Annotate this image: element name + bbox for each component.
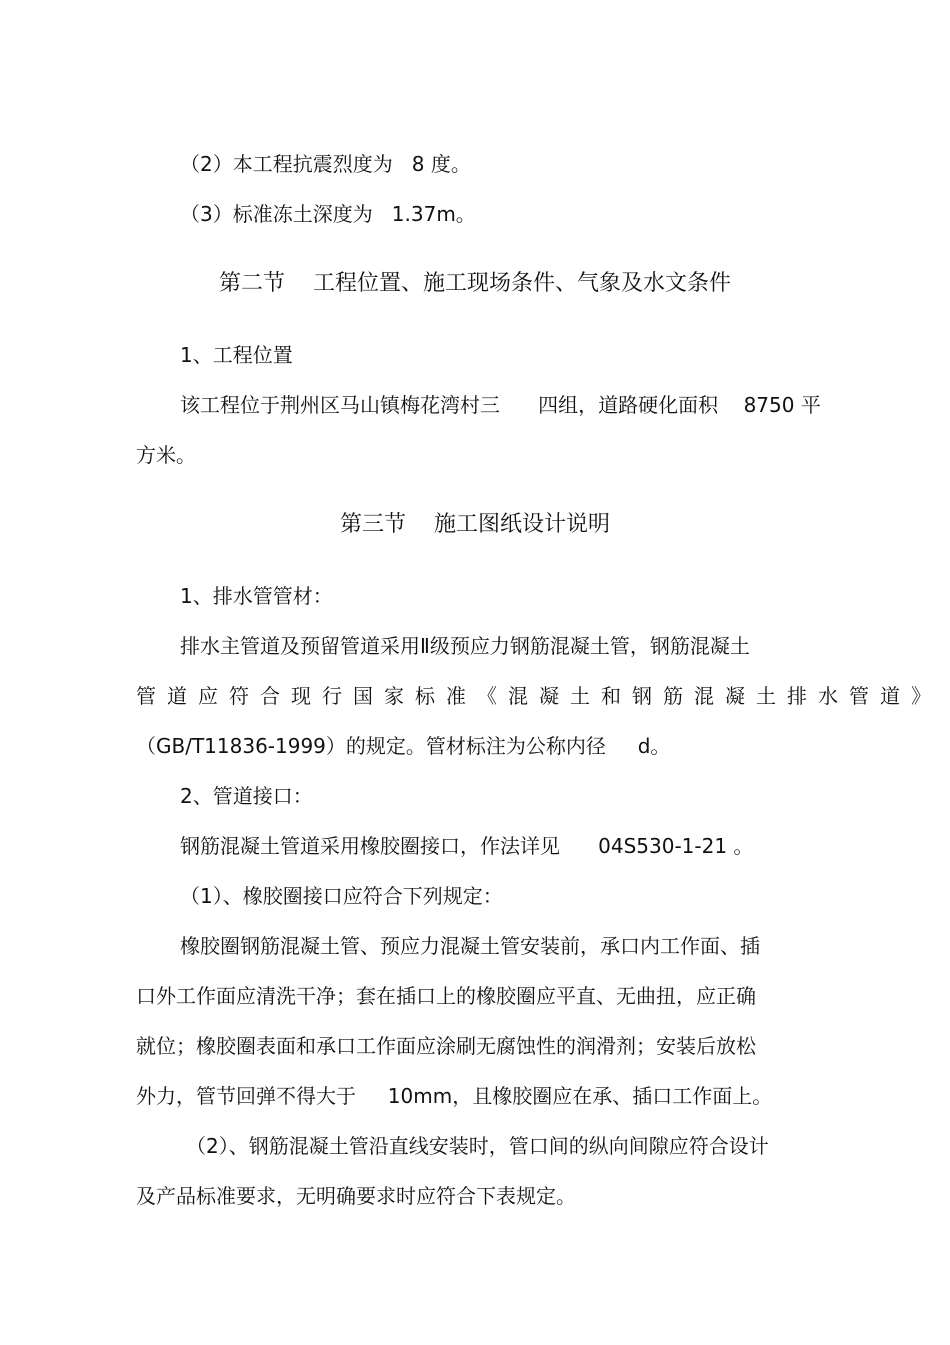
- para-pipe-line-2: 管道应符合现行国家标准《混凝土和钢筋混凝土排水管道》: [136, 684, 942, 708]
- section-heading-2: 第二节 工程位置、施工现场条件、气象及水文条件: [219, 271, 731, 296]
- para-rubber-ring-line-2: 口外工作面应清洗干净；套在插口上的橡胶圈应平直、无曲扭，应正确: [136, 984, 756, 1008]
- para-frost-depth: （3）标准冻土深度为 1.37m。: [180, 202, 476, 226]
- para-rubber-ring-line-1: 橡胶圈钢筋混凝土管、预应力混凝土管安装前，承口内工作面、插: [180, 934, 760, 958]
- section-heading-3: 第三节 施工图纸设计说明: [340, 512, 610, 537]
- subheading-project-location: 1、工程位置: [180, 343, 293, 367]
- para-straight-install-line-1: （2）、钢筋混凝土管沿直线安装时，管口间的纵向间隙应符合设计: [186, 1134, 769, 1158]
- para-location-line-2: 方米。: [136, 443, 196, 467]
- para-joint-method: 钢筋混凝土管道采用橡胶圈接口，作法详见 04S530-1-21 。: [180, 834, 754, 858]
- subheading-pipe-material: 1、排水管管材：: [180, 584, 333, 608]
- para-rubber-ring-line-3: 就位；橡胶圈表面和承口工作面应涂刷无腐蚀性的润滑剂；安装后放松: [136, 1034, 756, 1058]
- para-pipe-line-1: 排水主管道及预留管道采用Ⅱ级预应力钢筋混凝土管，钢筋混凝土: [180, 634, 750, 658]
- subheading-rubber-ring-rules: （1）、橡胶圈接口应符合下列规定：: [180, 884, 503, 908]
- para-straight-install-line-2: 及产品标准要求，无明确要求时应符合下表规定。: [136, 1184, 576, 1208]
- subheading-pipe-joint: 2、管道接口：: [180, 784, 313, 808]
- para-seismic-intensity: （2）本工程抗震烈度为 8 度。: [180, 152, 471, 176]
- para-rubber-ring-line-4: 外力，管节回弹不得大于 10mm，且橡胶圈应在承、插口工作面上。: [136, 1084, 773, 1108]
- para-pipe-line-3: （GB/T11836-1999）的规定。管材标注为公称内径 d。: [136, 734, 671, 758]
- para-location-line-1: 该工程位于荆州区马山镇梅花湾村三 四组，道路硬化面积 8750 平: [180, 393, 821, 417]
